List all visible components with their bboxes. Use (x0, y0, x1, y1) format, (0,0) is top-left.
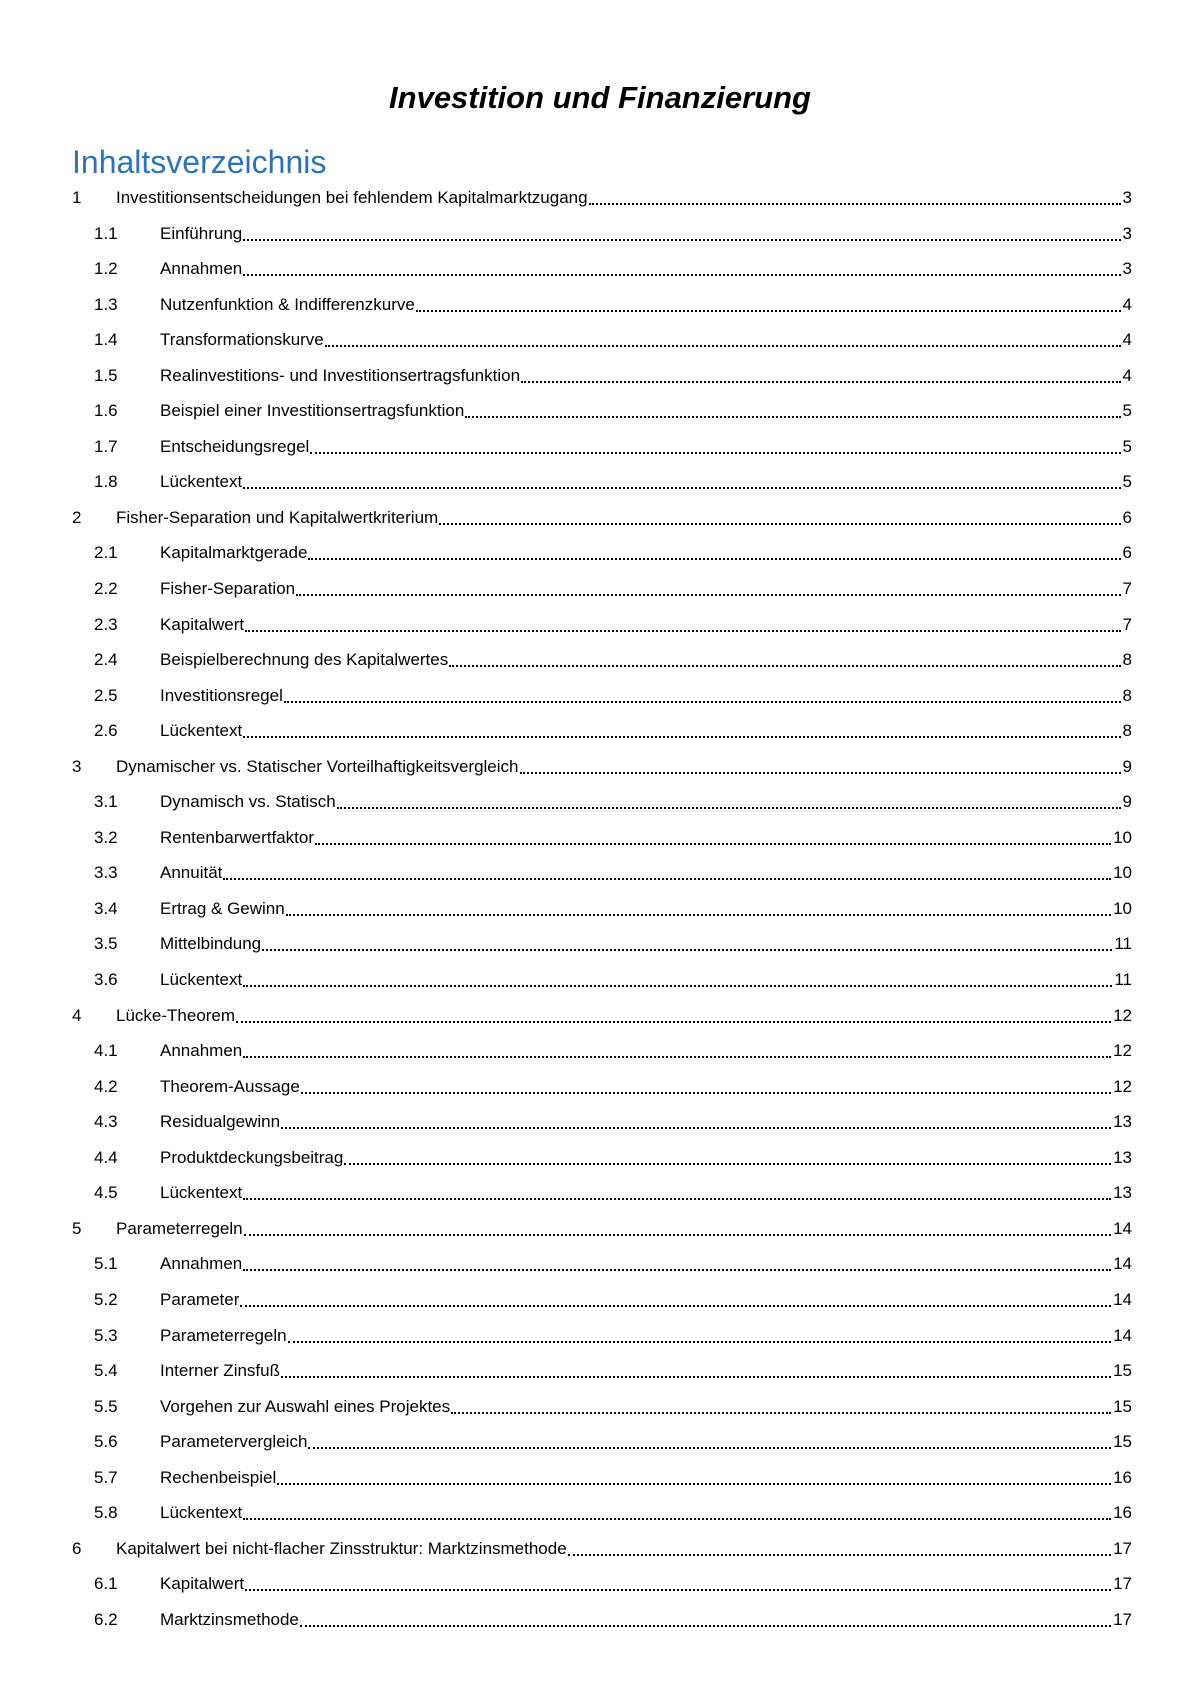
toc-entry-title: Fisher-Separation und Kapitalwertkriterium (116, 507, 439, 527)
toc-entry[interactable] (70, 1288, 1132, 1324)
toc-entry[interactable] (70, 1217, 1132, 1253)
toc-dot-leader (286, 897, 1111, 916)
toc-entry-title: Mittelbindung (160, 934, 262, 954)
toc-entry-page: 15 (1113, 1361, 1132, 1381)
toc-entry-title: Entscheidungsregel (160, 436, 310, 456)
toc-dot-leader (243, 222, 1120, 241)
toc-entry-title: Kapitalmarktgerade (160, 543, 308, 563)
toc-entry[interactable] (70, 1252, 1132, 1288)
toc-entry-page: 7 (1122, 614, 1132, 634)
toc-entry-number: 5.2 (94, 1289, 118, 1309)
toc-entry-number: 5.6 (94, 1432, 118, 1452)
toc-entry-title: Lückentext (160, 721, 243, 741)
toc-entry-page: 13 (1113, 1112, 1132, 1132)
toc-entry-title: Fisher-Separation (160, 579, 296, 599)
toc-entry-page: 10 (1113, 898, 1132, 918)
toc-dot-leader (223, 861, 1111, 880)
toc-entry[interactable] (70, 684, 1132, 720)
toc-dot-leader (245, 613, 1120, 632)
toc-entry[interactable] (70, 399, 1132, 435)
toc-entry[interactable] (70, 1004, 1132, 1040)
toc-entry-number: 2.4 (94, 650, 118, 670)
toc-dot-leader (243, 1039, 1111, 1058)
toc-entry[interactable] (70, 719, 1132, 755)
toc-entry-title: Produktdeckungsbeitrag (160, 1147, 344, 1167)
toc-entry[interactable] (70, 613, 1132, 649)
toc-entry-number: 2.3 (94, 614, 118, 634)
toc-entry-title: Beispielberechnung des Kapitalwertes (160, 650, 449, 670)
toc-entry-page: 17 (1113, 1574, 1132, 1594)
toc-entry-number: 5.8 (94, 1503, 118, 1523)
toc-dot-leader (449, 648, 1120, 667)
toc-entry[interactable] (70, 1146, 1132, 1182)
toc-entry-number: 1.6 (94, 401, 118, 421)
toc-entry-number: 2.5 (94, 685, 118, 705)
toc-entry[interactable] (70, 968, 1132, 1004)
toc-entry-number: 1.8 (94, 472, 118, 492)
toc-entry-title: Vorgehen zur Auswahl eines Projektes (160, 1396, 451, 1416)
toc-dot-leader (308, 1430, 1111, 1449)
toc-entry-title: Parameterregeln (160, 1325, 287, 1345)
toc-dot-leader (243, 1252, 1111, 1271)
toc-entry[interactable] (70, 1572, 1132, 1608)
toc-heading: Inhaltsverzeichnis (72, 144, 327, 180)
toc-entry-title: Parameter (160, 1289, 240, 1309)
toc-dot-leader (568, 1537, 1111, 1556)
toc-dot-leader (310, 435, 1120, 454)
toc-entry-number: 2 (72, 507, 82, 527)
toc-entry-title: Kapitalwert bei nicht-flacher Zinsstruktur: Marktzinsmethode (116, 1538, 567, 1558)
toc-entry-title: Beispiel einer Investitionsertragsfunktion (160, 401, 465, 421)
toc-dot-leader (301, 1075, 1111, 1094)
toc-entry[interactable] (70, 186, 1132, 222)
toc-dot-leader (284, 684, 1121, 703)
toc-entry-page: 3 (1122, 223, 1132, 243)
toc-entry-number: 4 (72, 1005, 82, 1025)
toc-entry[interactable] (70, 755, 1132, 791)
toc-entry[interactable] (70, 1039, 1132, 1075)
toc-dot-leader (236, 1004, 1111, 1023)
toc-entry[interactable] (70, 1608, 1132, 1644)
toc-entry-page: 7 (1122, 579, 1132, 599)
table-of-contents (70, 186, 1132, 1643)
toc-entry-page: 9 (1122, 792, 1132, 812)
toc-dot-leader (337, 790, 1121, 809)
toc-entry-title: Annuität (160, 863, 223, 883)
toc-dot-leader (240, 1288, 1111, 1307)
toc-entry-title: Parametervergleich (160, 1432, 308, 1452)
toc-entry-title: Kapitalwert (160, 614, 245, 634)
toc-entry[interactable] (70, 1501, 1132, 1537)
toc-dot-leader (439, 506, 1120, 525)
toc-entry-number: 1 (72, 188, 82, 207)
toc-entry-number: 3 (72, 756, 82, 776)
toc-dot-leader (281, 1110, 1111, 1129)
toc-entry-number: 5.3 (94, 1325, 118, 1345)
toc-entry[interactable] (70, 1395, 1132, 1431)
toc-entry-page: 6 (1122, 507, 1132, 527)
toc-entry[interactable] (70, 1537, 1132, 1573)
toc-dot-leader (451, 1395, 1111, 1414)
toc-entry-title: Ertrag & Gewinn (160, 898, 285, 918)
toc-entry-title: Annahmen (160, 1041, 243, 1061)
toc-dot-leader (296, 577, 1120, 596)
toc-entry-title: Theorem-Aussage (160, 1076, 300, 1096)
toc-entry-number: 5.4 (94, 1361, 118, 1381)
toc-entry-page: 16 (1113, 1503, 1132, 1523)
toc-dot-leader (300, 1608, 1111, 1627)
toc-entry[interactable] (70, 1075, 1132, 1111)
toc-entry-page: 15 (1113, 1396, 1132, 1416)
toc-dot-leader (416, 293, 1121, 312)
toc-entry[interactable] (70, 1324, 1132, 1360)
toc-dot-leader (243, 1501, 1111, 1520)
toc-dot-leader (344, 1146, 1111, 1165)
toc-entry-number: 2.2 (94, 579, 118, 599)
toc-entry-number: 2.1 (94, 543, 118, 563)
toc-entry-title: Realinvestitions- und Investitionsertragsfunktion (160, 365, 521, 385)
toc-entry-title: Dynamischer vs. Statischer Vorteilhaftigkeitsvergleich (116, 756, 519, 776)
toc-entry-number: 1.5 (94, 365, 118, 385)
toc-entry-title: Lücke-Theorem (116, 1005, 236, 1025)
toc-entry-page: 6 (1122, 543, 1132, 563)
toc-entry[interactable] (70, 826, 1132, 862)
toc-dot-leader (243, 257, 1120, 276)
toc-dot-leader (277, 1466, 1111, 1485)
toc-entry-number: 5.7 (94, 1467, 118, 1487)
toc-entry[interactable] (70, 364, 1132, 400)
toc-entry[interactable] (70, 435, 1132, 471)
toc-entry-page: 10 (1113, 863, 1132, 883)
toc-entry-title: Investitionsentscheidungen bei fehlendem Kapitalmarktzugang (116, 188, 588, 207)
toc-entry[interactable] (70, 541, 1132, 577)
toc-entry-number: 4.5 (94, 1183, 118, 1203)
toc-entry[interactable] (70, 577, 1132, 613)
toc-entry-page: 5 (1122, 436, 1132, 456)
toc-entry-title: Lückentext (160, 1183, 243, 1203)
toc-entry-title: Einführung (160, 223, 243, 243)
document-title: Investition und Finanzierung (389, 80, 811, 115)
toc-entry-title: Annahmen (160, 1254, 243, 1274)
toc-entry-title: Residualgewinn (160, 1112, 281, 1132)
toc-entry[interactable] (70, 790, 1132, 826)
toc-entry-number: 5 (72, 1218, 82, 1238)
toc-dot-leader (243, 470, 1120, 489)
toc-entry-number: 3.1 (94, 792, 118, 812)
toc-dot-leader (325, 328, 1121, 347)
toc-entry[interactable] (70, 648, 1132, 684)
toc-entry-number: 1.3 (94, 294, 118, 314)
toc-dot-leader (589, 186, 1121, 205)
toc-entry-page: 9 (1122, 756, 1132, 776)
toc-entry-number: 6.1 (94, 1574, 118, 1594)
toc-dot-leader (520, 755, 1121, 774)
toc-entry[interactable] (70, 506, 1132, 542)
toc-dot-leader (245, 1572, 1111, 1591)
toc-entry-page: 13 (1113, 1147, 1132, 1167)
toc-entry[interactable] (70, 932, 1132, 968)
toc-entry-page: 8 (1122, 721, 1132, 741)
toc-entry-page: 11 (1114, 934, 1132, 954)
toc-entry-number: 1.2 (94, 259, 118, 279)
toc-entry-page: 15 (1113, 1432, 1132, 1452)
toc-entry-title: Rentenbarwertfaktor (160, 827, 315, 847)
toc-entry-page: 8 (1122, 685, 1132, 705)
toc-dot-leader (281, 1359, 1111, 1378)
toc-entry[interactable] (70, 1110, 1132, 1146)
toc-entry-page: 12 (1113, 1041, 1132, 1061)
toc-entry-page: 14 (1113, 1289, 1132, 1309)
toc-entry-title: Annahmen (160, 259, 243, 279)
toc-entry-title: Dynamisch vs. Statisch (160, 792, 336, 812)
toc-entry-page: 3 (1122, 188, 1132, 207)
toc-entry-page: 12 (1113, 1005, 1132, 1025)
toc-entry[interactable] (70, 328, 1132, 364)
toc-entry-page: 4 (1122, 294, 1132, 314)
toc-dot-leader (262, 932, 1112, 951)
toc-entry-title: Lückentext (160, 970, 243, 990)
toc-entry-page: 4 (1122, 330, 1132, 350)
toc-entry-title: Lückentext (160, 472, 243, 492)
toc-entry-number: 4.3 (94, 1112, 118, 1132)
toc-entry[interactable] (70, 257, 1132, 293)
toc-entry-title: Investitionsregel (160, 685, 283, 705)
toc-entry-title: Lückentext (160, 1503, 243, 1523)
toc-entry-number: 4.1 (94, 1041, 118, 1061)
toc-entry-number: 3.4 (94, 898, 118, 918)
toc-entry-number: 3.2 (94, 827, 118, 847)
toc-entry-number: 3.3 (94, 863, 118, 883)
toc-dot-leader (244, 1217, 1111, 1236)
toc-dot-leader (315, 826, 1111, 845)
toc-entry-number: 1.1 (94, 223, 118, 243)
toc-entry-page: 16 (1113, 1467, 1132, 1487)
toc-entry-page: 13 (1113, 1183, 1132, 1203)
toc-entry[interactable] (70, 222, 1132, 258)
toc-entry[interactable] (70, 1359, 1132, 1395)
toc-entry-page: 17 (1113, 1609, 1132, 1629)
toc-dot-leader (521, 364, 1121, 383)
toc-entry[interactable] (70, 1181, 1132, 1217)
toc-entry-page: 5 (1122, 401, 1132, 421)
toc-entry-page: 12 (1113, 1076, 1132, 1096)
toc-entry-number: 6 (72, 1538, 82, 1558)
toc-entry-number: 4.2 (94, 1076, 118, 1096)
toc-entry-title: Rechenbeispiel (160, 1467, 277, 1487)
toc-entry-number: 3.6 (94, 970, 118, 990)
toc-dot-leader (465, 399, 1120, 418)
toc-entry-page: 14 (1113, 1325, 1132, 1345)
toc-entry-number: 1.7 (94, 436, 118, 456)
toc-entry[interactable] (70, 1430, 1132, 1466)
toc-entry-page: 5 (1122, 472, 1132, 492)
toc-dot-leader (243, 719, 1120, 738)
toc-entry-number: 5.5 (94, 1396, 118, 1416)
toc-entry[interactable] (70, 897, 1132, 933)
toc-entry-page: 17 (1113, 1538, 1132, 1558)
toc-entry-number: 5.1 (94, 1254, 118, 1274)
toc-entry-title: Interner Zinsfuß (160, 1361, 280, 1381)
toc-entry-page: 3 (1122, 259, 1132, 279)
toc-entry-page: 8 (1122, 650, 1132, 670)
toc-entry[interactable] (70, 293, 1132, 329)
toc-entry-page: 4 (1122, 365, 1132, 385)
toc-entry[interactable] (70, 470, 1132, 506)
toc-entry-page: 14 (1113, 1218, 1132, 1238)
toc-entry-title: Parameterregeln (116, 1218, 243, 1238)
toc-dot-leader (243, 1181, 1111, 1200)
toc-entry-number: 2.6 (94, 721, 118, 741)
toc-entry-title: Kapitalwert (160, 1574, 245, 1594)
toc-dot-leader (243, 968, 1112, 987)
toc-entry-page: 10 (1113, 827, 1132, 847)
toc-entry-title: Nutzenfunktion & Indifferenzkurve (160, 294, 415, 314)
toc-dot-leader (288, 1324, 1111, 1343)
toc-entry-title: Transformationskurve (160, 330, 324, 350)
toc-entry-page: 14 (1113, 1254, 1132, 1274)
toc-entry-number: 4.4 (94, 1147, 118, 1167)
toc-entry-page: 11 (1114, 970, 1132, 990)
toc-dot-leader (308, 541, 1120, 560)
toc-entry[interactable] (70, 861, 1132, 897)
toc-entry-number: 1.4 (94, 330, 118, 350)
toc-entry-title: Marktzinsmethode (160, 1609, 299, 1629)
toc-entry-number: 6.2 (94, 1609, 118, 1629)
toc-entry[interactable] (70, 1466, 1132, 1502)
toc-entry-number: 3.5 (94, 934, 118, 954)
